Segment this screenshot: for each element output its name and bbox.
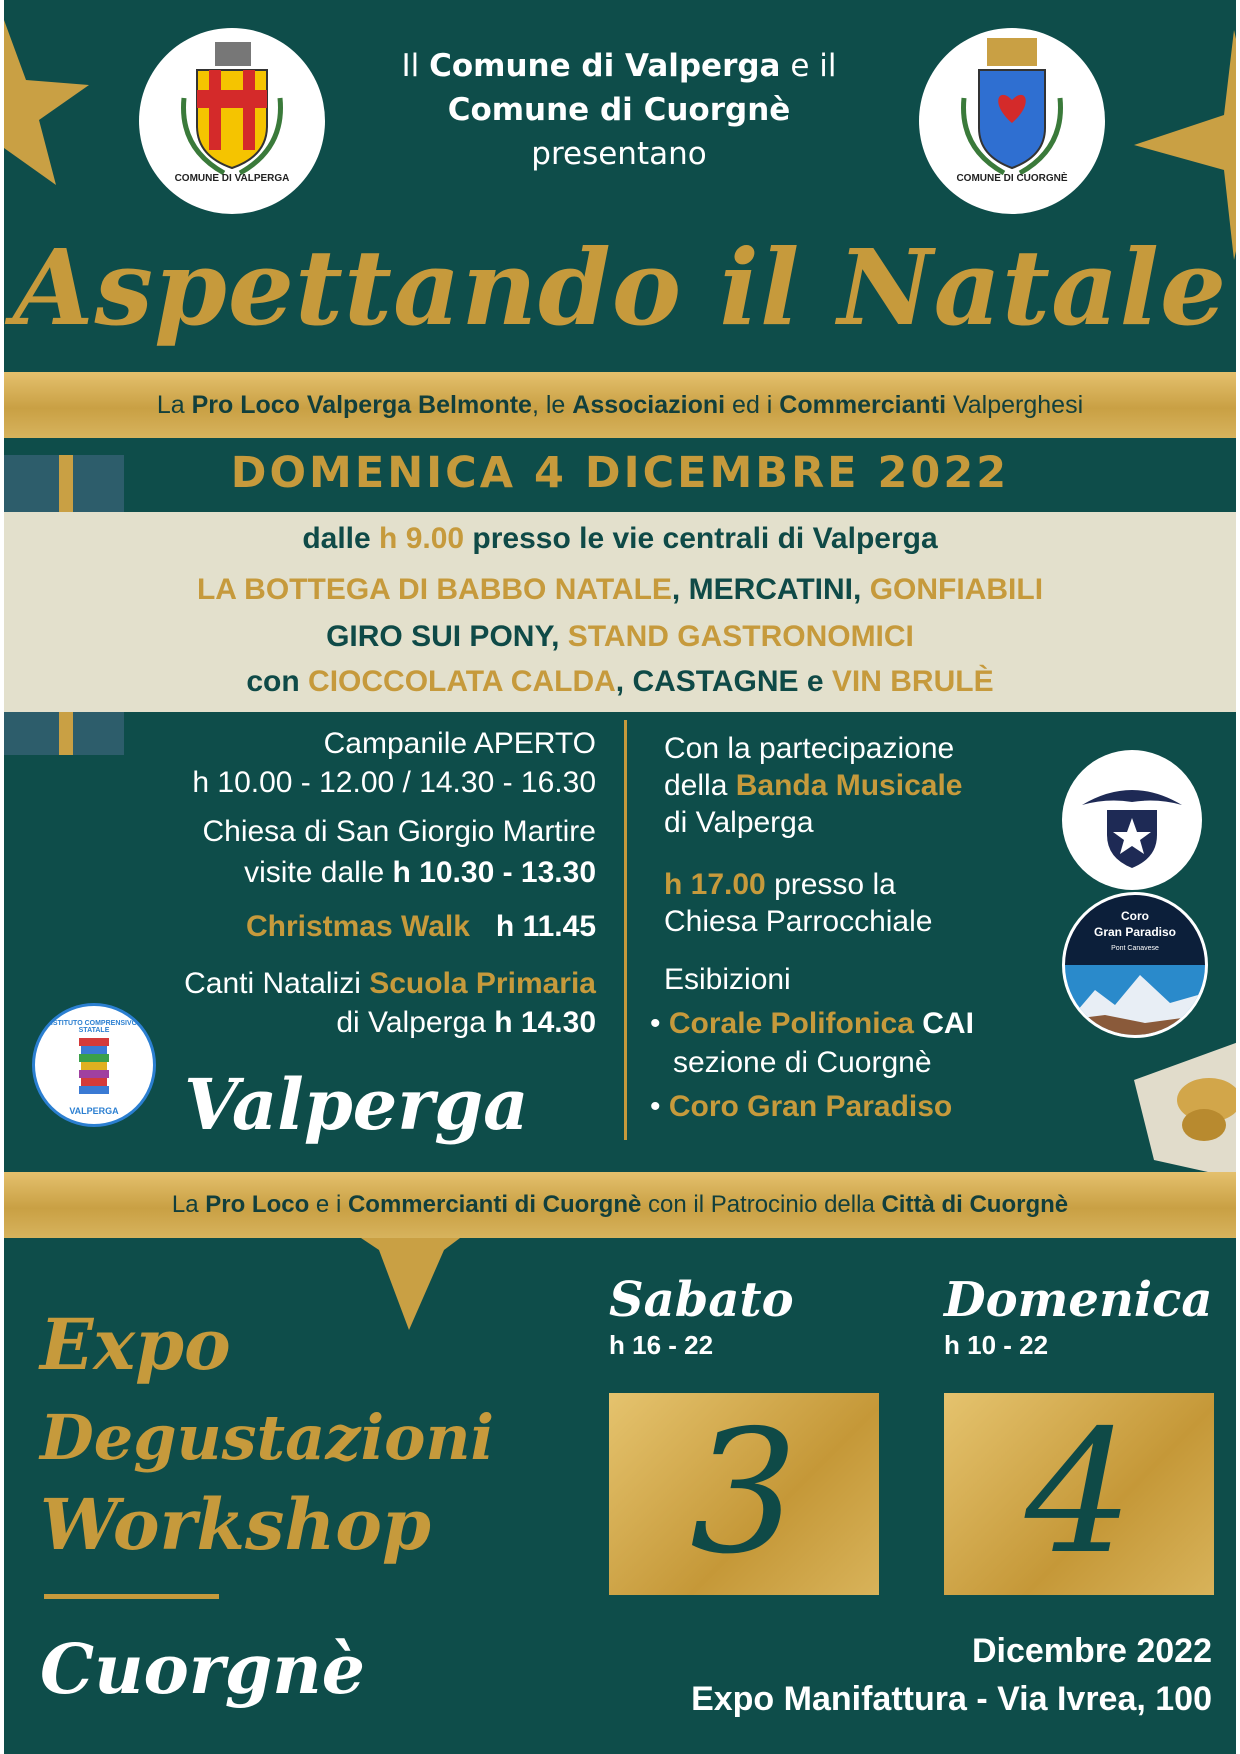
expo-word: Workshop [40,1483,431,1566]
visite-hours: h 10.30 - 13.30 [392,856,596,889]
date-box-3 [609,1393,879,1595]
program-text: , MERCATINI, [671,573,870,606]
program-text: h 9.00 [379,522,465,555]
program-text: , CASTAGNE e [615,665,832,698]
banda-line: di Valperga [664,806,814,839]
canti-text: Canti Natalizi [184,967,370,1000]
band-text: La [171,1191,206,1218]
mountain-icon [1065,965,1205,1035]
band-text: Città di Cuorgnè [881,1191,1069,1218]
bullet-icon: • [650,1007,669,1040]
esibizione-text: CAI [913,1007,974,1040]
esibizione-text: Corale Polifonica [668,1007,914,1040]
band-text: Commercianti [779,391,947,419]
program-line [4,522,1236,556]
expo-word: Degustazioni [40,1401,495,1474]
books-icon [77,1034,111,1094]
program-line [4,665,1236,699]
program-text: presso le vie centrali di Valperga [464,522,938,555]
chiesa-title: Chiesa di San Giorgio Martire [202,815,596,848]
intro-text-part: presentano [531,136,707,172]
visite-line [244,856,596,890]
band-text: Pro Loco [205,1191,310,1218]
gift-box-icon [1134,1040,1236,1180]
organizers-band [4,372,1236,438]
band-text: La [156,391,192,419]
place-cuorgne: Cuorgnè [40,1630,365,1710]
walk-time: h 11.45 [495,910,596,943]
band-text: Commercianti di Cuorgnè [347,1191,642,1218]
day-hours: h 16 - 22 [609,1330,714,1360]
seal-caption: COMUNE DI VALPERGA [174,173,290,184]
school-logo-top: ISTITUTO COMPRENSIVO STATALE [50,1020,138,1034]
program-text: GIRO SUI PONY, [326,620,568,653]
band-text: , le [531,391,573,419]
event-date: DOMENICA 4 DICEMBRE 2022 [230,448,1010,498]
concert-text: presso la [765,868,896,901]
campanile-title: Campanile APERTO [323,727,596,760]
visite-text: visite dalle [244,856,393,889]
seal-caption: COMUNE DI CUORGNÈ [956,173,1068,184]
program-line [4,620,1236,654]
esibizione-item [650,1007,974,1041]
concert-time: h 17.00 [664,868,766,901]
coro-logo-text: Gran Paradiso [1093,925,1177,939]
coro-logo-text: Coro [1121,909,1149,923]
canti-time: h 14.30 [494,1006,596,1039]
cuorgne-coat-of-arms-icon [919,28,1105,214]
esibizione-item [650,1090,952,1124]
expo-month: Dicembre 2022 [971,1632,1212,1670]
expo-word: Expo [40,1303,231,1386]
walk-line [246,910,596,944]
valperga-coat-of-arms-icon [139,28,325,214]
gold-star-icon [4,20,134,200]
program-text: dalle [302,522,380,555]
expo-venue: Expo Manifattura - Via Ivrea, 100 [691,1680,1212,1718]
cuorgne-organizers-band [4,1172,1236,1238]
program-text: GONFIABILI [869,573,1044,606]
school-logo [32,1003,156,1127]
bullet-icon: • [650,1090,669,1123]
program-text: STAND GASTRONOMICI [567,620,914,653]
day-number: 4 [1024,1394,1134,1592]
intro-text-part: Comune di Valperga [429,48,781,84]
day-number: 3 [689,1394,799,1592]
banda-text: della [664,769,736,802]
concert-venue: Chiesa Parrocchiale [664,905,933,938]
place-valperga: Valperga [184,1063,529,1146]
band-text: e i [309,1191,348,1218]
intro-text-part: Comune di Cuorgnè [447,92,791,128]
band-text: Valperghesi [946,391,1084,419]
column-divider [624,720,627,1140]
banda-line [664,769,962,803]
cai-logo [1062,750,1202,890]
coro-logo [1062,892,1208,1038]
coro-logo-text: Pont Canavese [1111,945,1159,952]
expo-underline [44,1594,219,1599]
day-label: Sabato [609,1272,794,1328]
program-text: CIOCCOLATA CALDA [308,665,616,698]
esibizione-text: Coro Gran Paradiso [668,1090,953,1123]
program-text: VIN BRULÈ [831,665,994,698]
date-box-4 [944,1393,1214,1595]
intro-text-part: e il [780,48,837,84]
canti-line [336,1006,596,1040]
canti-line [184,967,596,1001]
esibizioni-title: Esibizioni [664,963,791,996]
event-title: Aspettando il Natale [12,226,1228,349]
concert-time-line [664,868,896,902]
poster [4,0,1236,1754]
day-label: Domenica [944,1272,1213,1328]
band-text: Pro Loco Valperga Belmonte [191,391,532,419]
campanile-hours: h 10.00 - 12.00 / 14.30 - 16.30 [192,766,596,799]
program-text: LA BOTTEGA DI BABBO NATALE [196,573,672,606]
banda-text: Banda Musicale [735,769,963,802]
school-logo-bottom: VALPERGA [69,1106,119,1116]
eagle-star-icon [1062,750,1202,890]
walk-title: Christmas Walk [245,910,470,943]
banda-line: Con la partecipazione [664,732,955,765]
canti-text: di Valperga [336,1006,495,1039]
band-text: Associazioni [572,391,726,419]
program-line [4,573,1236,607]
esibizione-item: sezione di Cuorgnè [673,1046,932,1079]
cuorgne-seal [919,28,1105,214]
intro-text [334,44,904,176]
day-hours: h 10 - 22 [944,1330,1049,1360]
band-text: con il Patrocinio della [641,1191,882,1218]
valperga-seal [139,28,325,214]
band-text: ed i [725,391,780,419]
program-text: con [246,665,309,698]
canti-text: Scuola Primaria [369,967,596,1000]
intro-text-part: Il [401,48,430,84]
